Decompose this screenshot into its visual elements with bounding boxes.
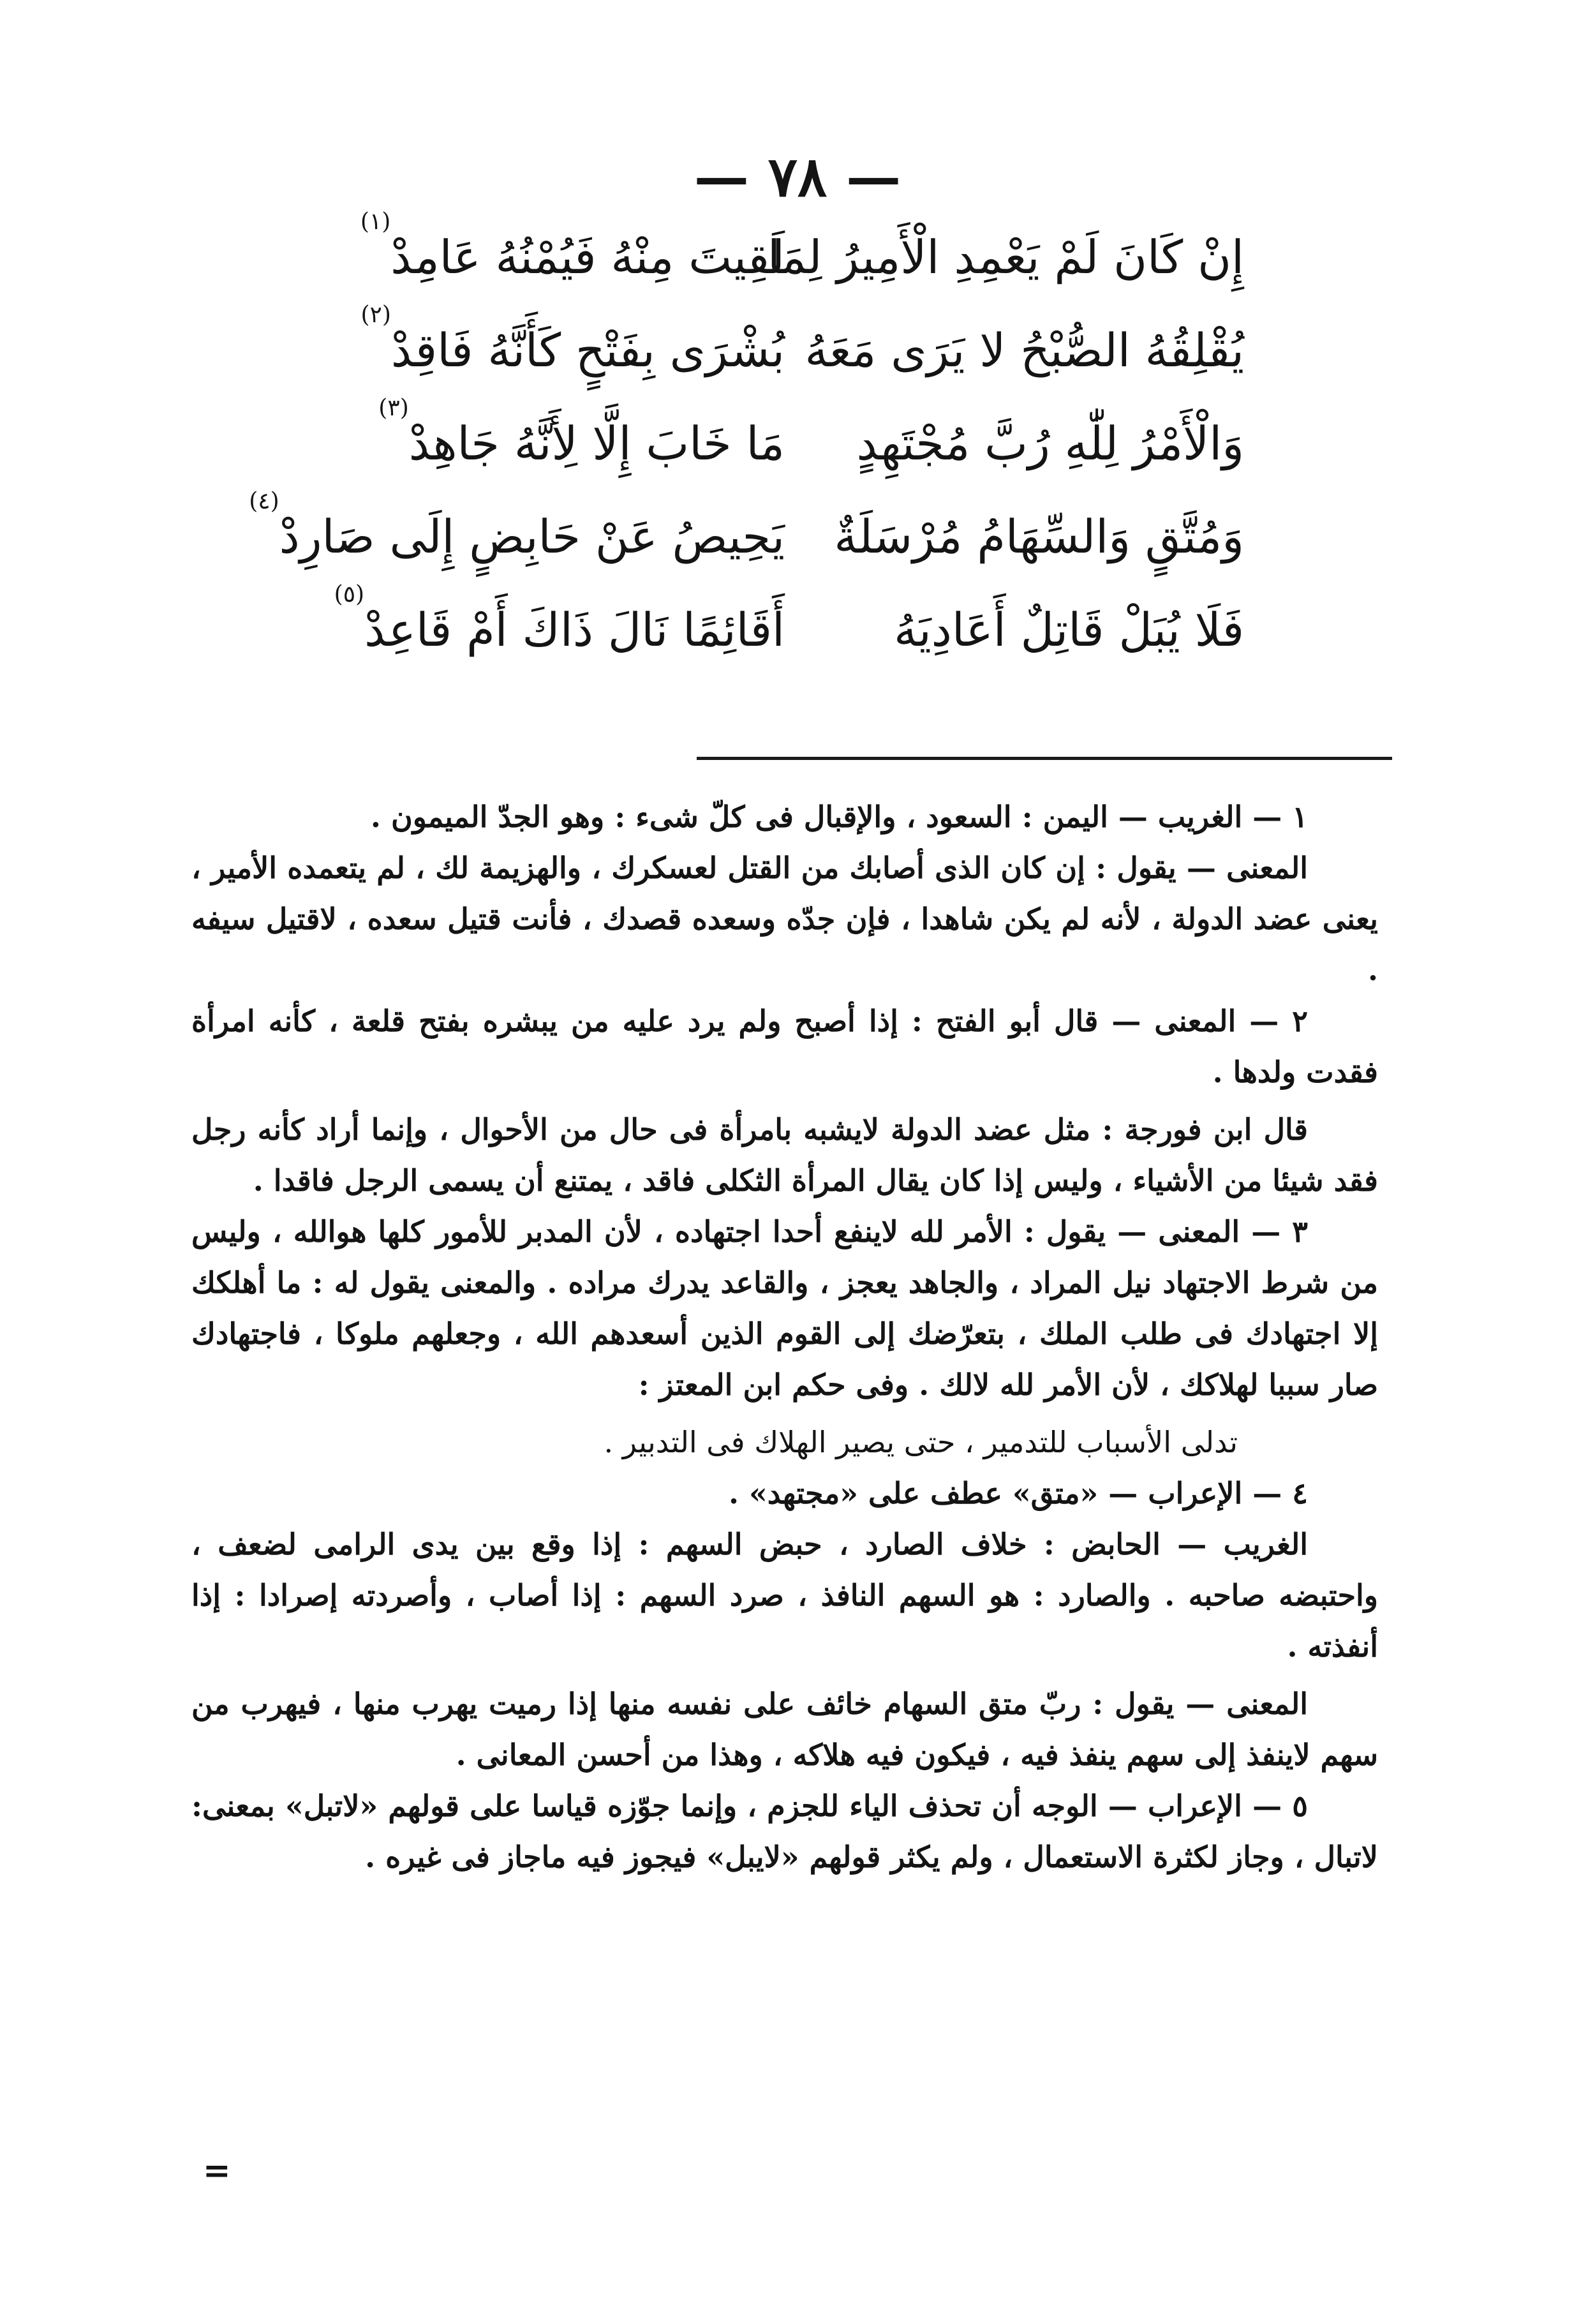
verse-second-hemistich — [300, 583, 785, 676]
footnote-divider — [697, 757, 1392, 760]
footnote-paragraph: ٢ — المعنى — قال أبو الفتح : إذا أصبح ولم يرد عليه من يبشره بفتح قلعة ، كأنه امرأة فقدت ولدها . — [191, 1004, 1378, 1089]
footnote-ref[interactable]: (١) — [360, 209, 391, 235]
verse-line — [300, 397, 1244, 490]
hemistich-text: بُشْرَى بِفَتْحٍ كَأَنَّهُ فَاقِدْ — [390, 324, 785, 377]
verse-first-hemistich: وَمُتَّقٍ وَالسِّهَامُ مُرْسَلَةٌ — [834, 510, 1244, 563]
footnote-paragraph: ٤ — الإعراب — «متق» عطف على «مجتهد» . — [728, 1476, 1308, 1510]
footnote-paragraph: الغريب — الحابض : خلاف الصارد ، حبض السهم : إذا وقع بين يدى الرامى لضعف ، واحتبضه صاحبه . والصارد : هو السهم النافذ ، صرد السهم : إذا أصاب ، وأصردته إصرادا : إذا أنفذته . — [191, 1527, 1379, 1664]
verse-line — [249, 488, 1244, 583]
footnote-paragraph: ٥ — الإعراب — الوجه أن تحذف الياء للجزم ، وإنما جوّزه قياسا على قولهم «لاتبل» بمعنى: لاتبال ، وجاز لكثرة الاستعمال ، ولم يكثر قولهم «لايبل» فيجوز فيه ماجاز فى غيره . — [191, 1789, 1378, 1874]
footnote-ref[interactable]: (٣) — [378, 395, 409, 421]
verse-first-hemistich: إِنْ كَانَ لَمْ يَعْمِدِ الْأَمِيرُ لِمَا — [767, 230, 1244, 284]
verse-first-hemistich: وَالْأَمْرُ لِلّٰهِ رُبَّ مُجْتَهِدٍ — [856, 417, 1244, 470]
verse-second-hemistich — [300, 211, 785, 304]
footnote-ref[interactable]: (٢) — [360, 302, 391, 328]
footnote-paragraph: قال ابن فورجة : مثل عضد الدولة لايشبه بامرأة فى حال من الأحوال ، وإنما أراد كأنه رجل فقد شيئا من الأشياء ، وليس إذا كان يقال المرأة الثكلى فاقد ، يمتنع أن يسمى الرجل فاقدا . — [191, 1112, 1378, 1198]
verse-line — [300, 211, 1244, 304]
hemistich-text: يَحِيصُ عَنْ حَابِضٍ إِلَى صَارِدْ — [279, 510, 785, 563]
verse-line — [300, 304, 1244, 397]
verse-second-hemistich — [300, 304, 785, 397]
footnote-quote: تدلى الأسباب للتدمير ، حتى يصير الهلاك فى التدبير . — [604, 1425, 1238, 1459]
hemistich-text: أَقَائِمًا نَالَ ذَاكَ أَمْ قَاعِدْ — [364, 603, 785, 657]
verse-second-hemistich — [249, 488, 785, 583]
footnote-ref[interactable]: (٥) — [334, 581, 365, 607]
poem-verses — [249, 209, 1244, 676]
footnote-ref[interactable]: (٤) — [249, 488, 279, 514]
footnote-paragraph: المعنى — يقول : ربّ متق السهام خائف على نفسه منها إذا رميت يهرب منها ، فيهرب من سهم لاينفذ إلى سهم ينفذ فيه ، فيكون فيه هلاكه ، وهذا من أحسن المعانى . — [191, 1687, 1378, 1772]
verse-first-hemistich: فَلَا يُبَلْ قَاتِلٌ أَعَادِيَهُ — [894, 603, 1244, 657]
page-number: — ٧٨ — — [694, 145, 901, 209]
continuation-mark: = — [203, 2151, 231, 2190]
footnote-paragraph: المعنى — يقول : إن كان الذى أصابك من القتل لعسكرك ، والهزيمة لك ، لم يتعمده الأمير ، يعنى عضد الدولة ، لأنه لم يكن شاهدا ، فإن جدّه وسعده قصدك ، فأنت قتيل سعده ، لاقتيل سيفه . — [191, 851, 1378, 987]
hemistich-text: لَقِيتَ مِنْهُ فَيُمْنُهُ عَامِدْ — [390, 230, 785, 284]
verse-line — [300, 583, 1244, 676]
verse-first-hemistich: يُقْلِقُهُ الصُّبْحُ لا يَرَى مَعَهُ — [805, 324, 1244, 377]
footnote-paragraph: ٣ — المعنى — يقول : الأمر لله لاينفع أحدا اجتهاده ، لأن المدبر للأمور كلها هوالله ، وليس من شرط الاجتهاد نيل المراد ، والجاهد يعجز ، والقاعد يدرك مراده . والمعنى يقول له : ما أهلكك إلا اجتهادك فى طلب الملك ، بتعرّضك إلى القوم الذين أسعدهم الله ، وجعلهم ملوكا ، فاجتهادك صار سببا لهلاكك ، لأن الأمر لله لالك . وفى حكم ابن المعتز : — [191, 1214, 1378, 1402]
hemistich-text: مَا خَابَ إِلَّا لِأَنَّهُ جَاهِدْ — [408, 417, 785, 470]
footnotes — [191, 791, 1378, 1882]
verse-second-hemistich — [300, 397, 785, 490]
footnote-paragraph: ١ — الغريب — اليمن : السعود ، والإقبال فى كلّ شىء : وهو الجدّ الميمون . — [370, 800, 1308, 834]
